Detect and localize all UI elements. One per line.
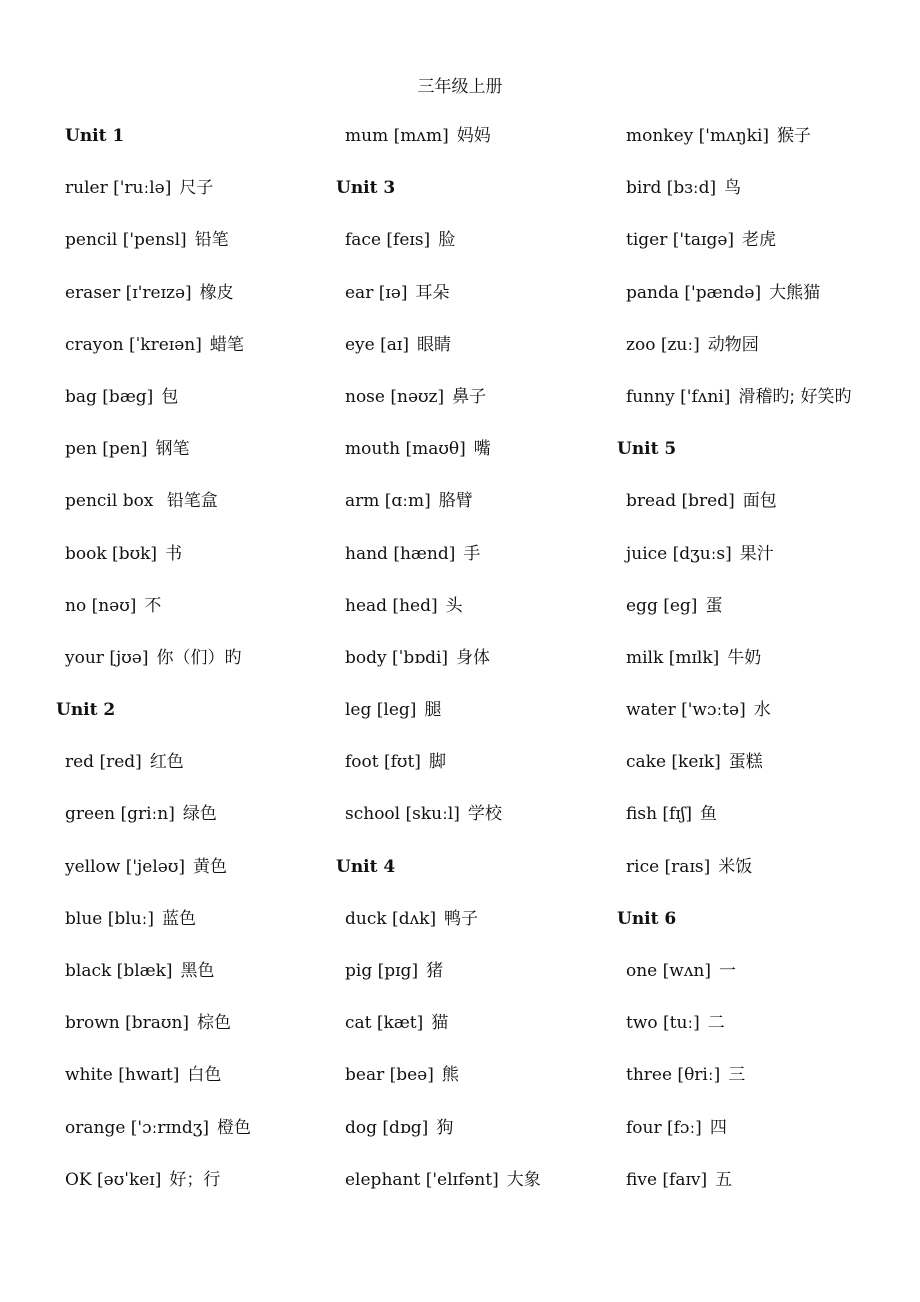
- vocab-chinese: 果汁: [739, 543, 774, 564]
- vocab-chinese: 妈妈: [456, 126, 491, 146]
- vocab-chinese: 一: [719, 961, 737, 981]
- vocab-english: book [bʊk]: [65, 543, 158, 564]
- vocab-chinese: 学校: [467, 804, 502, 825]
- unit-heading: Unit 6: [617, 908, 677, 929]
- vocab-entry: [336, 540, 626, 592]
- vocab-entry: [336, 1114, 626, 1166]
- column-1: [56, 122, 346, 1218]
- vocab-chinese: 眼睛: [416, 334, 451, 355]
- vocab-entry: [56, 748, 346, 800]
- vocab-chinese: 包: [161, 386, 179, 407]
- page-title: 三年级上册: [417, 77, 503, 97]
- vocab-entry: [336, 905, 626, 957]
- vocab-english: bird [bɜːd]: [626, 178, 717, 199]
- vocab-english: water ['wɔːtə]: [626, 700, 746, 721]
- vocab-entry: [336, 592, 626, 644]
- vocab-english: arm [ɑːm]: [345, 491, 431, 512]
- vocab-entry: [56, 383, 346, 435]
- vocab-entry: [617, 644, 907, 696]
- vocab-chinese: 猴子: [777, 126, 812, 146]
- vocab-entry: [56, 1061, 346, 1113]
- vocab-chinese: 橡皮: [199, 282, 234, 303]
- vocab-entry: [336, 279, 626, 331]
- vocab-entry: [617, 696, 907, 748]
- vocab-chinese: 腿: [424, 700, 442, 721]
- vocab-english: duck [dʌk]: [345, 908, 437, 929]
- vocab-chinese: 鸭子: [444, 908, 479, 929]
- vocab-english: tiger ['taɪgə]: [626, 230, 735, 251]
- vocab-english: head [hed]: [345, 595, 438, 616]
- vocab-entry: [56, 592, 346, 644]
- vocab-entry: [56, 1009, 346, 1061]
- vocab-english: your [jʊə]: [65, 647, 149, 668]
- vocab-entry: [336, 644, 626, 696]
- vocab-entry: [617, 226, 907, 278]
- vocab-chinese: 米饭: [718, 856, 753, 877]
- vocab-english: bag [bæg]: [65, 386, 154, 407]
- vocab-english: four [fɔː]: [626, 1117, 702, 1138]
- vocab-english: juice [dʒuːs]: [626, 543, 732, 564]
- vocab-english: white [hwaɪt]: [65, 1065, 180, 1086]
- unit-heading: Unit 3: [336, 178, 396, 199]
- vocab-english: green [griːn]: [65, 804, 175, 825]
- vocab-english: one [wʌn]: [626, 961, 712, 981]
- vocab-chinese: 好；行: [169, 1169, 221, 1190]
- vocab-chinese: 不: [144, 595, 162, 616]
- vocab-chinese: 三: [728, 1065, 746, 1086]
- vocab-chinese: 身体: [456, 647, 491, 668]
- vocab-entry: [617, 957, 907, 1009]
- vocab-entry: [617, 1061, 907, 1113]
- vocab-chinese: 你（们）旳: [156, 647, 242, 668]
- vocab-english: fish [fɪʃ]: [626, 804, 693, 825]
- vocab-chinese: 头: [445, 595, 463, 616]
- vocab-entry: [336, 800, 626, 852]
- vocab-english: egg [eg]: [626, 595, 698, 616]
- vocab-chinese: 大熊猫: [769, 282, 821, 303]
- column-2: [336, 122, 626, 1218]
- vocab-entry: [617, 540, 907, 592]
- vocab-english: brown [braʊn]: [65, 1013, 190, 1034]
- unit-heading: Unit 1: [65, 126, 125, 146]
- unit-heading: Unit 4: [336, 856, 396, 877]
- vocab-english: cat [kæt]: [345, 1013, 424, 1034]
- vocab-chinese: 棕色: [197, 1013, 232, 1034]
- vocab-entry: [617, 1114, 907, 1166]
- vocab-entry: [336, 331, 626, 383]
- vocab-chinese: 尺子: [179, 178, 214, 199]
- column-3: [617, 122, 907, 1218]
- vocab-entry: [617, 174, 907, 226]
- vocab-chinese: 大象: [506, 1169, 541, 1190]
- vocab-entry: [617, 592, 907, 644]
- vocab-english: crayon [ˈkreɪən]: [65, 334, 202, 355]
- vocab-chinese: 动物园: [707, 334, 759, 355]
- vocab-english: foot [fʊt]: [345, 752, 421, 773]
- vocab-english: red [red]: [65, 752, 142, 773]
- vocab-chinese: 书: [165, 543, 183, 564]
- vocab-english: eye [aɪ]: [345, 334, 409, 355]
- vocab-chinese: 铅笔盒: [166, 491, 218, 512]
- vocab-entry: [336, 122, 626, 174]
- vocab-entry: [56, 174, 346, 226]
- vocab-chinese: 熊: [441, 1065, 459, 1086]
- vocab-english: pen [pen]: [65, 439, 148, 460]
- vocab-english: orange ['ɔːrɪndʒ]: [65, 1117, 209, 1138]
- vocab-entry: [56, 226, 346, 278]
- vocab-entry: [56, 540, 346, 592]
- vocab-entry: [617, 1166, 907, 1218]
- vocab-entry: [617, 853, 907, 905]
- vocab-chinese: 嘴: [473, 439, 491, 460]
- vocab-chinese: 钢笔: [155, 439, 190, 460]
- vocab-english: three [θriː]: [626, 1065, 721, 1086]
- vocab-english: pencil ['pensl]: [65, 230, 187, 251]
- vocab-entry: [617, 800, 907, 852]
- vocab-english: funny ['fʌni]: [626, 386, 731, 407]
- vocab-english: bear [beə]: [345, 1065, 434, 1086]
- vocab-english: black [blæk]: [65, 961, 173, 981]
- vocab-english: school [skuːl]: [345, 804, 460, 825]
- vocab-entry: [336, 226, 626, 278]
- vocab-entry: [617, 331, 907, 383]
- vocab-english: yellow ['jeləʊ]: [65, 856, 186, 877]
- vocab-english: milk [mɪlk]: [626, 647, 720, 668]
- vocab-entry: [617, 122, 907, 174]
- vocab-chinese: 绿色: [182, 804, 217, 825]
- vocab-chinese: 手: [463, 543, 481, 564]
- unit-heading: Unit 5: [617, 439, 677, 460]
- vocab-entry: [336, 383, 626, 435]
- vocab-chinese: 铅笔: [194, 230, 229, 251]
- vocab-chinese: 鸟: [724, 178, 742, 199]
- vocab-chinese: 脸: [438, 230, 456, 251]
- vocab-english: blue [bluː]: [65, 908, 154, 929]
- vocab-english: ruler ['ruːlə]: [65, 178, 172, 199]
- vocab-entry: [56, 644, 346, 696]
- unit-heading: Unit 2: [56, 700, 116, 721]
- vocab-entry: [56, 957, 346, 1009]
- vocab-chinese: 水: [753, 700, 771, 721]
- vocab-entry: [617, 279, 907, 331]
- vocab-entry: [56, 853, 346, 905]
- vocab-entry: [617, 1009, 907, 1061]
- vocab-chinese: 红色: [149, 752, 184, 773]
- vocab-entry: [336, 1061, 626, 1113]
- vocab-chinese: 黄色: [193, 856, 228, 877]
- vocab-entry: [56, 331, 346, 383]
- vocab-english: hand [hænd]: [345, 543, 456, 564]
- vocab-chinese: 蛋: [705, 595, 723, 616]
- vocab-entry: [617, 383, 907, 435]
- vocab-english: mouth [maʊθ]: [345, 439, 466, 460]
- vocab-chinese: 脚: [428, 752, 446, 773]
- vocab-english: five [faɪv]: [626, 1169, 708, 1190]
- vocab-english: ear [ɪə]: [345, 282, 408, 303]
- vocab-chinese: 胳臂: [438, 491, 473, 512]
- vocab-english: panda ['pændə]: [626, 282, 762, 303]
- vocab-chinese: 猪: [426, 961, 444, 981]
- vocab-entry: [336, 435, 626, 487]
- vocab-english: face [feɪs]: [345, 230, 431, 251]
- vocab-chinese: 猫: [431, 1013, 449, 1034]
- vocab-english: pencil box: [65, 491, 159, 512]
- vocab-chinese: 蓝色: [162, 908, 196, 929]
- vocab-entry: [336, 957, 626, 1009]
- vocab-english: OK [əʊˈkeɪ]: [65, 1169, 162, 1190]
- vocab-english: two [tuː]: [626, 1013, 700, 1034]
- vocab-chinese: 面包: [742, 491, 777, 512]
- vocab-entry: [336, 748, 626, 800]
- vocab-english: pig [pɪg]: [345, 961, 419, 981]
- vocab-english: zoo [zuː]: [626, 334, 700, 355]
- vocab-entry: [617, 487, 907, 539]
- vocab-chinese: 老虎: [742, 230, 777, 251]
- vocab-english: mum [mʌm]: [345, 126, 449, 146]
- vocab-chinese: 蛋糕: [728, 752, 763, 773]
- vocab-english: leg [leg]: [345, 700, 417, 721]
- vocab-chinese: 白色: [187, 1065, 222, 1086]
- vocab-entry: [617, 748, 907, 800]
- vocab-entry: [56, 279, 346, 331]
- vocab-english: bread [bred]: [626, 491, 735, 512]
- vocab-entry: [336, 1166, 626, 1218]
- vocab-chinese: 鱼: [700, 804, 718, 825]
- vocab-chinese: 二: [707, 1013, 725, 1034]
- vocab-english: body [ˈbɒdi]: [345, 647, 449, 668]
- vocab-entry: [56, 1114, 346, 1166]
- vocab-entry: [56, 1166, 346, 1218]
- vocab-chinese: 四: [709, 1117, 727, 1138]
- vocab-entry: [56, 905, 346, 957]
- vocab-english: cake [keɪk]: [626, 752, 721, 773]
- vocab-entry: [336, 1009, 626, 1061]
- vocab-chinese: 耳朵: [415, 282, 450, 303]
- vocab-entry: [336, 487, 626, 539]
- vocab-entry: [336, 696, 626, 748]
- vocab-chinese: 黑色: [180, 961, 215, 981]
- vocab-chinese: 五: [715, 1169, 733, 1190]
- vocab-english: dog [dɒg]: [345, 1117, 429, 1138]
- vocab-chinese: 蜡笔: [209, 334, 244, 355]
- vocab-chinese: 狗: [436, 1117, 454, 1138]
- vocab-chinese: 橙色: [216, 1117, 251, 1138]
- vocab-english: rice [raɪs]: [626, 856, 711, 877]
- vocab-english: elephant ['elɪfənt]: [345, 1169, 499, 1190]
- vocab-chinese: 牛奶: [727, 647, 762, 668]
- vocab-english: monkey ['mʌŋki]: [626, 126, 770, 146]
- vocab-chinese: 滑稽旳; 好笑旳: [738, 386, 852, 407]
- vocab-english: eraser [ɪ'reɪzə]: [65, 282, 192, 303]
- vocab-entry: [56, 435, 346, 487]
- vocab-entry: [56, 800, 346, 852]
- vocab-english: no [nəʊ]: [65, 595, 137, 616]
- vocab-chinese: 鼻子: [452, 386, 487, 407]
- vocab-english: nose [nəʊz]: [345, 386, 445, 407]
- vocab-entry: [56, 487, 346, 539]
